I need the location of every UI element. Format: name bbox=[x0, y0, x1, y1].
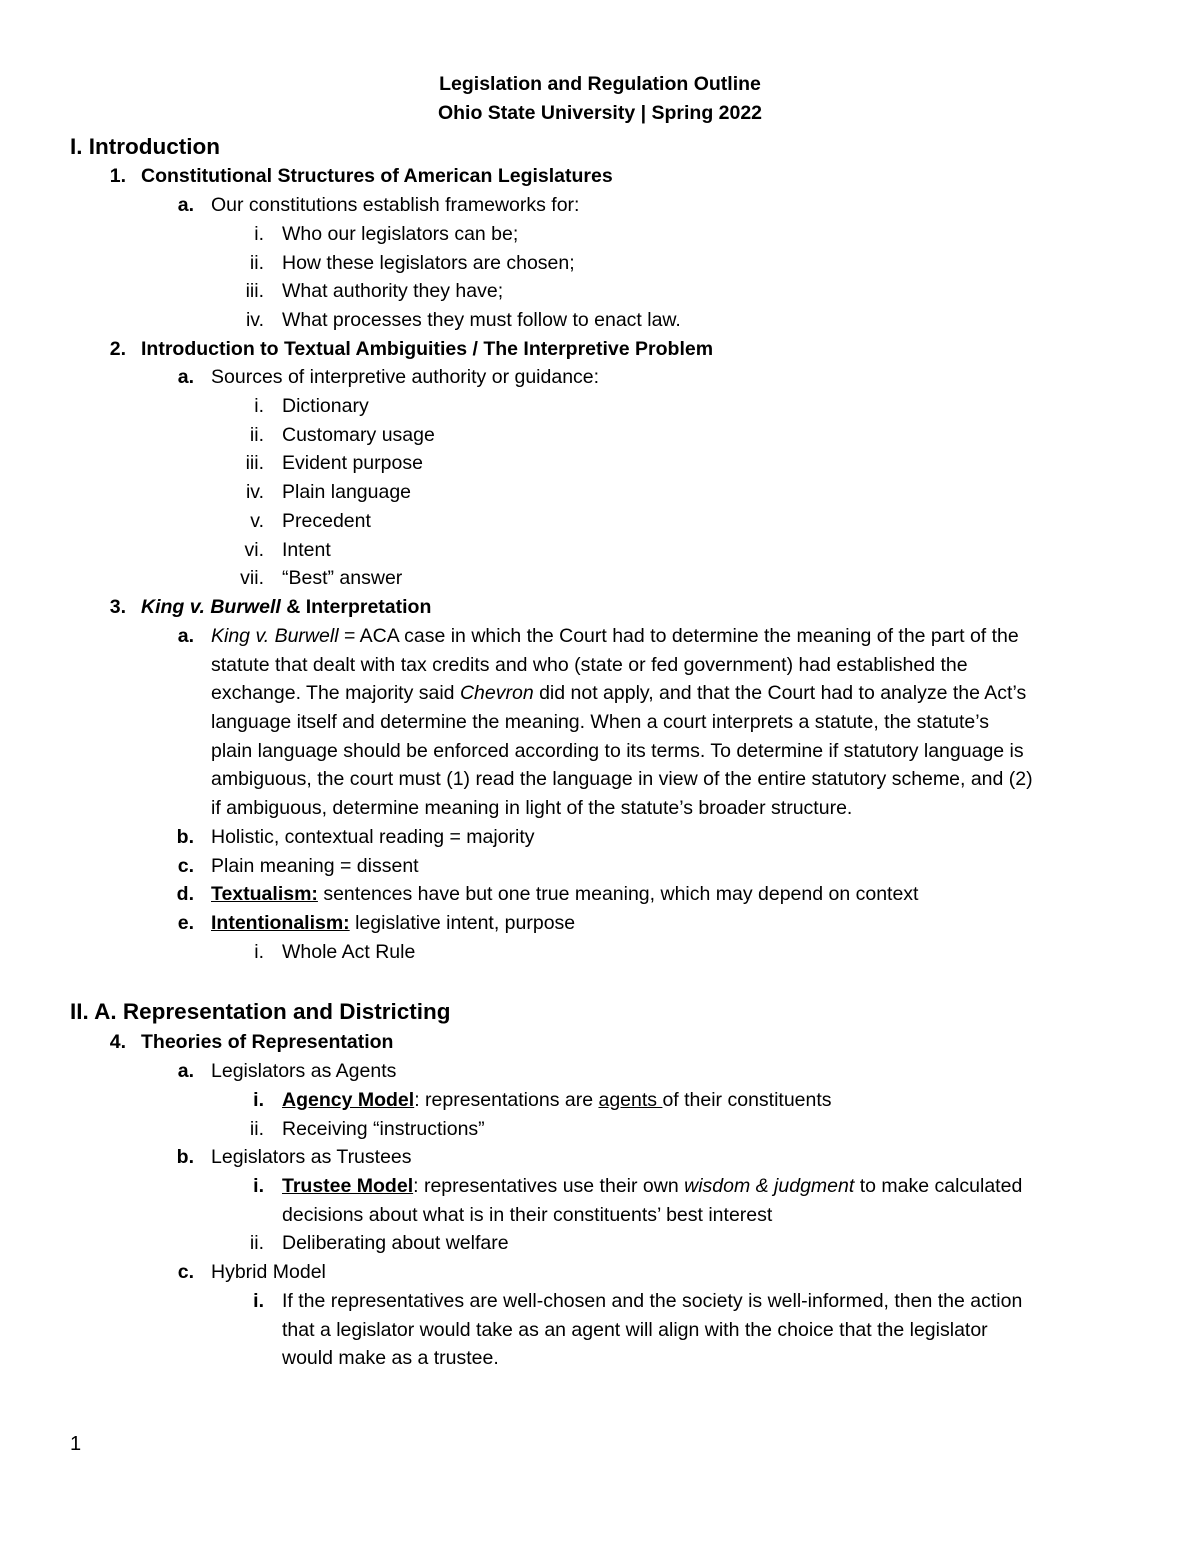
list-item: Customary usage bbox=[282, 424, 435, 446]
case-name: King v. Burwell bbox=[211, 625, 339, 647]
paragraph-line: If the representatives are well-chosen and the society is well-informed, then the action bbox=[282, 1290, 1023, 1312]
list-label: ii. bbox=[249, 1118, 264, 1140]
list-item: Sources of interpretive authority or guidance: bbox=[211, 366, 600, 388]
list-label: ii. bbox=[249, 424, 264, 446]
list-label: d. bbox=[176, 883, 194, 905]
list-item: What processes they must follow to enact law. bbox=[282, 309, 681, 331]
section-heading: II. A. Representation and Districting bbox=[70, 999, 451, 1024]
list-item bbox=[282, 1089, 832, 1112]
defined-term: Textualism: bbox=[211, 883, 318, 905]
document-title: Legislation and Regulation Outline bbox=[439, 73, 761, 95]
list-item bbox=[282, 1175, 1022, 1198]
defined-term: Intentionalism: bbox=[211, 912, 350, 934]
outline-heading: Constitutional Structures of American Legislatures bbox=[141, 165, 613, 187]
list-label: ii. bbox=[249, 1232, 264, 1254]
list-item bbox=[211, 912, 575, 935]
list-label: i. bbox=[253, 1089, 264, 1111]
list-label: 2. bbox=[109, 338, 126, 360]
list-label: 1. bbox=[109, 165, 126, 187]
list-item: Dictionary bbox=[282, 395, 369, 417]
text-span: to make calculated bbox=[854, 1175, 1023, 1197]
paragraph-line: language itself and determine the meaning. When a court interprets a statute, the statute’s bbox=[211, 711, 989, 733]
list-item: Intent bbox=[282, 539, 331, 561]
paragraph-line bbox=[211, 682, 1026, 705]
emphasized-text: wisdom & judgment bbox=[684, 1175, 855, 1197]
section-heading: I. Introduction bbox=[70, 134, 220, 159]
list-label: i. bbox=[254, 941, 264, 963]
list-item: Receiving “instructions” bbox=[282, 1118, 485, 1140]
list-item: Deliberating about welfare bbox=[282, 1232, 509, 1254]
case-name: Chevron bbox=[459, 682, 534, 704]
defined-term: Trustee Model bbox=[282, 1175, 414, 1197]
outline-heading bbox=[141, 596, 431, 619]
list-item bbox=[211, 883, 918, 906]
list-label: c. bbox=[177, 855, 194, 877]
list-label: i. bbox=[253, 1175, 264, 1197]
paragraph-line: if ambiguous, determine meaning in light of the statute’s broader structure. bbox=[211, 797, 853, 819]
list-item: Our constitutions establish frameworks for: bbox=[211, 194, 580, 216]
list-item: Plain meaning = dissent bbox=[211, 855, 419, 877]
paragraph-line: ambiguous, the court must (1) read the language in view of the entire statutory scheme, and (2) bbox=[211, 768, 1033, 790]
list-item: Whole Act Rule bbox=[282, 941, 416, 963]
list-item: How these legislators are chosen; bbox=[282, 252, 575, 274]
outline-heading: Introduction to Textual Ambiguities / The Interpretive Problem bbox=[141, 338, 714, 360]
list-label: iv. bbox=[245, 309, 264, 331]
text-span: : representations are bbox=[414, 1089, 599, 1111]
paragraph-line: that a legislator would take as an agent will align with the choice that the legislator bbox=[282, 1319, 988, 1341]
list-label: i. bbox=[253, 1290, 264, 1312]
list-item: Legislators as Trustees bbox=[211, 1146, 412, 1168]
paragraph-line bbox=[211, 625, 1019, 648]
paragraph-line: statute that dealt with tax credits and who (state or fed government) had established the bbox=[211, 654, 968, 676]
list-item: What authority they have; bbox=[282, 280, 504, 302]
text-span: exchange. The majority said bbox=[211, 682, 460, 704]
paragraph-line: plain language should be enforced according to its terms. To determine if statutory language is bbox=[211, 740, 1024, 762]
list-item: Precedent bbox=[282, 510, 371, 532]
list-label: ii. bbox=[249, 252, 264, 274]
list-label: a. bbox=[177, 1060, 194, 1082]
case-name: King v. Burwell bbox=[141, 596, 281, 618]
paragraph-line: would make as a trustee. bbox=[282, 1347, 499, 1369]
text-span: sentences have but one true meaning, which may depend on context bbox=[317, 883, 919, 905]
list-label: b. bbox=[176, 826, 194, 848]
list-item: Legislators as Agents bbox=[211, 1060, 397, 1082]
list-item: Plain language bbox=[282, 481, 412, 503]
underlined-text: agents bbox=[598, 1089, 663, 1111]
list-label: i. bbox=[254, 223, 264, 245]
list-label: a. bbox=[177, 194, 194, 216]
text-span: legislative intent, purpose bbox=[349, 912, 576, 934]
list-label: iv. bbox=[245, 481, 264, 503]
list-label: iii. bbox=[245, 280, 264, 302]
heading-text: & Interpretation bbox=[280, 596, 432, 618]
list-item: Who our legislators can be; bbox=[282, 223, 519, 245]
list-label: e. bbox=[177, 912, 194, 934]
text-span: did not apply, and that the Court had to analyze the Act’s bbox=[533, 682, 1027, 704]
list-label: 4. bbox=[109, 1031, 126, 1053]
list-item: Evident purpose bbox=[282, 452, 423, 474]
list-label: c. bbox=[177, 1261, 194, 1283]
list-item: Holistic, contextual reading = majority bbox=[211, 826, 535, 848]
list-label: 3. bbox=[109, 596, 126, 618]
list-label: vii. bbox=[240, 567, 264, 589]
page-number: 1 bbox=[70, 1433, 82, 1455]
text-span: : representatives use their own bbox=[413, 1175, 685, 1197]
list-item: Hybrid Model bbox=[211, 1261, 326, 1283]
text-span: of their constituents bbox=[662, 1089, 832, 1111]
list-label: iii. bbox=[245, 452, 264, 474]
list-label: a. bbox=[177, 366, 194, 388]
document-subtitle: Ohio State University | Spring 2022 bbox=[437, 102, 763, 124]
outline-heading: Theories of Representation bbox=[141, 1031, 394, 1053]
list-item: “Best” answer bbox=[282, 567, 403, 589]
list-label: b. bbox=[176, 1146, 194, 1168]
list-label: i. bbox=[254, 395, 264, 417]
list-label: vi. bbox=[244, 539, 264, 561]
paragraph-line: decisions about what is in their constituents’ best interest bbox=[282, 1204, 773, 1226]
list-label: v. bbox=[250, 510, 264, 532]
text-span: = ACA case in which the Court had to determine the meaning of the part of the bbox=[338, 625, 1019, 647]
list-label: a. bbox=[177, 625, 194, 647]
defined-term: Agency Model bbox=[282, 1089, 415, 1111]
